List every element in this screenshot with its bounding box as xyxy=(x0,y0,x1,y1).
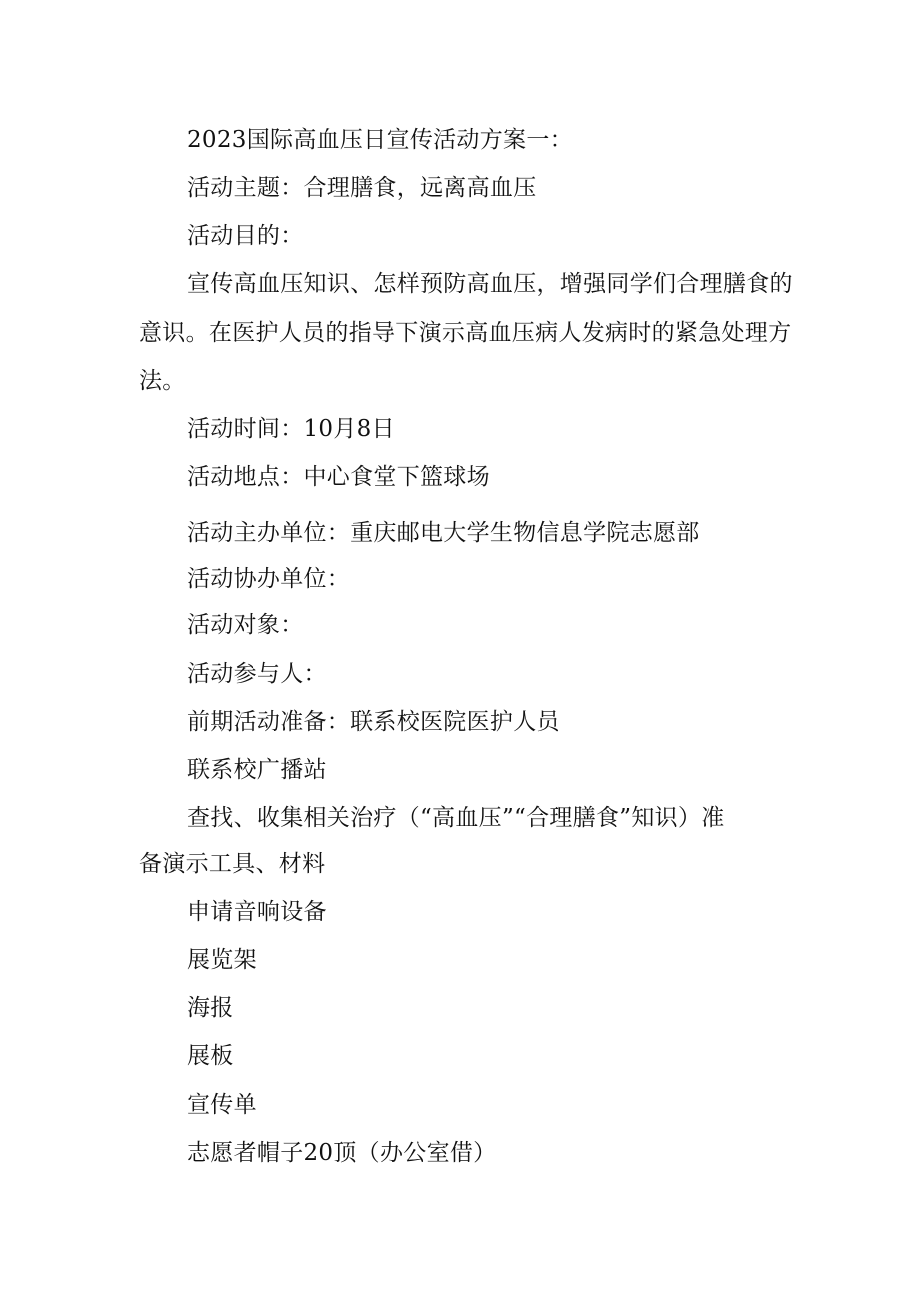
purpose-text-line-1: 宣传高血压知识、怎样预防高血压，增强同学们合理膳食的 xyxy=(187,271,793,297)
prep-item: 展览架 xyxy=(187,947,257,973)
purpose-text-line-2: 意识。在医护人员的指导下演示高血压病人发病时的紧急处理方 xyxy=(139,320,792,346)
activity-location: 活动地点：中心食堂下篮球场 xyxy=(187,464,490,490)
prep-item: 海报 xyxy=(187,995,234,1021)
prep-item: 展板 xyxy=(187,1043,234,1069)
prep-item: 备演示工具、材料 xyxy=(139,851,326,877)
prep-item: 申请音响设备 xyxy=(187,899,327,925)
prep-item: 查找、收集相关治疗（“高血压”“合理膳食”知识）准 xyxy=(187,805,725,831)
prep-item: 宣传单 xyxy=(187,1092,257,1118)
activity-theme: 活动主题：合理膳食，远离高血压 xyxy=(187,175,537,201)
prep-item: 志愿者帽子20顶（办公室借） xyxy=(187,1140,497,1166)
activity-co-organizer: 活动协办单位： xyxy=(187,566,351,592)
activity-participants: 活动参与人： xyxy=(187,661,327,687)
document-title: 2023国际高血压日宣传活动方案一： xyxy=(187,127,573,153)
preparation-heading: 前期活动准备：联系校医院医护人员 xyxy=(187,709,560,735)
activity-organizer: 活动主办单位：重庆邮电大学生物信息学院志愿部 xyxy=(187,520,700,546)
prep-item: 联系校广播站 xyxy=(187,757,327,783)
activity-audience: 活动对象： xyxy=(187,612,304,638)
purpose-text-line-3: 法。 xyxy=(139,368,186,394)
activity-time: 活动时间：10月8日 xyxy=(187,416,395,442)
activity-purpose-label: 活动目的： xyxy=(187,223,304,249)
